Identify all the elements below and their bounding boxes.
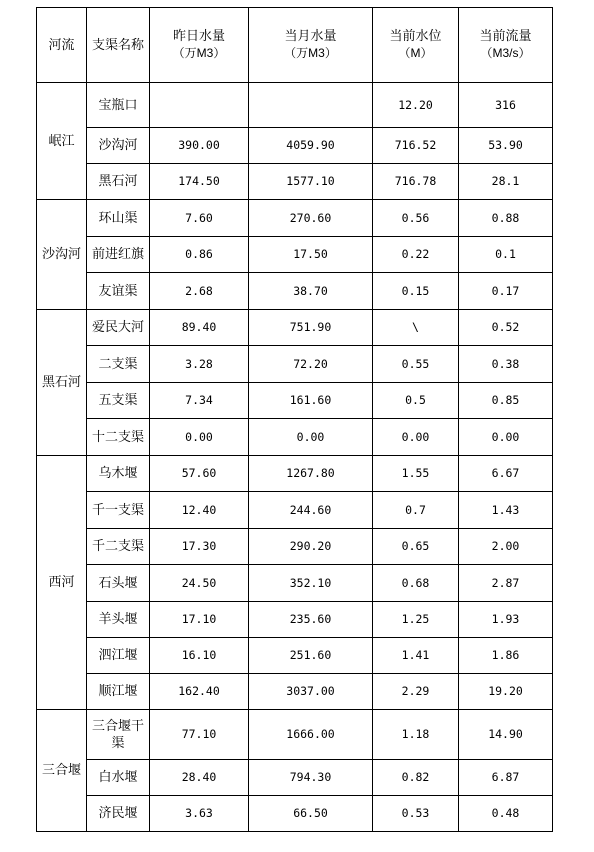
table-row (37, 638, 553, 674)
water-level-cell: 1.25 (373, 602, 459, 638)
water-level-cell: 0.53 (373, 796, 459, 832)
month-volume-cell: 352.10 (249, 565, 373, 602)
branch-name-cell: 三合堰干渠 (87, 710, 150, 760)
water-level-cell: 716.78 (373, 164, 459, 200)
month-volume-cell: 3037.00 (249, 674, 373, 710)
yesterday-volume-cell: 89.40 (150, 310, 249, 346)
yesterday-volume-cell: 77.10 (150, 710, 249, 760)
table-row (37, 383, 553, 419)
flow-rate-cell: 0.48 (459, 796, 553, 832)
yesterday-volume-cell: 57.60 (150, 456, 249, 492)
month-volume-cell: 244.60 (249, 492, 373, 529)
yesterday-volume-cell: 0.00 (150, 419, 249, 456)
col-header-branch-name: 支渠名称 (87, 8, 150, 83)
header-row (37, 8, 553, 83)
branch-name-cell: 十二支渠 (87, 419, 150, 456)
flow-rate-cell: 0.88 (459, 200, 553, 237)
table-body (37, 83, 553, 832)
branch-name-cell: 白水堰 (87, 760, 150, 796)
water-level-cell: 0.82 (373, 760, 459, 796)
water-level-cell: 0.55 (373, 346, 459, 383)
yesterday-volume-cell: 17.10 (150, 602, 249, 638)
table-row (37, 346, 553, 383)
flow-rate-cell: 0.17 (459, 273, 553, 310)
table-row (37, 796, 553, 832)
yesterday-volume-cell (150, 83, 249, 128)
col-header-month-volume: 当月水量 （万M3） (249, 8, 373, 83)
month-volume-cell: 4059.90 (249, 128, 373, 164)
month-volume-cell: 235.60 (249, 602, 373, 638)
flow-rate-cell: 316 (459, 83, 553, 128)
yesterday-volume-cell: 2.68 (150, 273, 249, 310)
branch-name-cell: 二支渠 (87, 346, 150, 383)
water-level-cell: \ (373, 310, 459, 346)
table-row (37, 419, 553, 456)
yesterday-volume-cell: 3.28 (150, 346, 249, 383)
water-level-cell: 0.22 (373, 237, 459, 273)
flow-rate-cell: 1.93 (459, 602, 553, 638)
month-volume-cell: 794.30 (249, 760, 373, 796)
branch-name-cell: 沙沟河 (87, 128, 150, 164)
branch-name-cell: 顺江堰 (87, 674, 150, 710)
flow-rate-cell: 14.90 (459, 710, 553, 760)
flow-rate-cell: 1.86 (459, 638, 553, 674)
branch-name-cell: 黑石河 (87, 164, 150, 200)
water-level-cell: 2.29 (373, 674, 459, 710)
river-group-cell: 西河 (37, 456, 87, 710)
table-row (37, 456, 553, 492)
table-row (37, 529, 553, 565)
table-row (37, 565, 553, 602)
table-row (37, 310, 553, 346)
water-level-cell: 0.65 (373, 529, 459, 565)
month-volume-cell: 251.60 (249, 638, 373, 674)
yesterday-volume-cell: 0.86 (150, 237, 249, 273)
river-group-cell: 岷江 (37, 83, 87, 200)
branch-name-cell: 爱民大河 (87, 310, 150, 346)
water-level-cell: 0.68 (373, 565, 459, 602)
col-header-flow-rate: 当前流量 （M3/s） (459, 8, 553, 83)
flow-rate-cell: 0.38 (459, 346, 553, 383)
yesterday-volume-cell: 7.34 (150, 383, 249, 419)
month-volume-cell: 0.00 (249, 419, 373, 456)
branch-name-cell: 石头堰 (87, 565, 150, 602)
yesterday-volume-cell: 390.00 (150, 128, 249, 164)
table-row (37, 164, 553, 200)
month-volume-cell: 1267.80 (249, 456, 373, 492)
water-level-cell: 1.41 (373, 638, 459, 674)
flow-rate-cell: 0.52 (459, 310, 553, 346)
river-group-cell: 黑石河 (37, 310, 87, 456)
water-table (36, 7, 553, 832)
yesterday-volume-cell: 174.50 (150, 164, 249, 200)
flow-rate-cell: 6.67 (459, 456, 553, 492)
water-level-cell: 0.5 (373, 383, 459, 419)
table-row (37, 602, 553, 638)
month-volume-cell (249, 83, 373, 128)
month-volume-cell: 270.60 (249, 200, 373, 237)
branch-name-cell: 环山渠 (87, 200, 150, 237)
month-volume-cell: 66.50 (249, 796, 373, 832)
branch-name-cell: 友谊渠 (87, 273, 150, 310)
water-level-cell: 0.00 (373, 419, 459, 456)
yesterday-volume-cell: 24.50 (150, 565, 249, 602)
month-volume-cell: 17.50 (249, 237, 373, 273)
table-row (37, 128, 553, 164)
branch-name-cell: 济民堰 (87, 796, 150, 832)
flow-rate-cell: 53.90 (459, 128, 553, 164)
water-level-cell: 0.15 (373, 273, 459, 310)
water-level-cell: 0.7 (373, 492, 459, 529)
table-row (37, 760, 553, 796)
table-row (37, 273, 553, 310)
flow-rate-cell: 2.00 (459, 529, 553, 565)
branch-name-cell: 乌木堰 (87, 456, 150, 492)
river-group-cell: 三合堰 (37, 710, 87, 832)
flow-rate-cell: 0.85 (459, 383, 553, 419)
flow-rate-cell: 19.20 (459, 674, 553, 710)
month-volume-cell: 72.20 (249, 346, 373, 383)
flow-rate-cell: 6.87 (459, 760, 553, 796)
water-level-cell: 1.55 (373, 456, 459, 492)
yesterday-volume-cell: 3.63 (150, 796, 249, 832)
water-level-cell: 1.18 (373, 710, 459, 760)
water-level-cell: 716.52 (373, 128, 459, 164)
table-row (37, 200, 553, 237)
month-volume-cell: 1577.10 (249, 164, 373, 200)
col-header-river: 河流 (37, 8, 87, 83)
flow-rate-cell: 28.1 (459, 164, 553, 200)
table-row (37, 83, 553, 128)
month-volume-cell: 1666.00 (249, 710, 373, 760)
river-group-cell: 沙沟河 (37, 200, 87, 310)
branch-name-cell: 宝瓶口 (87, 83, 150, 128)
yesterday-volume-cell: 7.60 (150, 200, 249, 237)
branch-name-cell: 千一支渠 (87, 492, 150, 529)
branch-name-cell: 五支渠 (87, 383, 150, 419)
flow-rate-cell: 2.87 (459, 565, 553, 602)
flow-rate-cell: 1.43 (459, 492, 553, 529)
flow-rate-cell: 0.1 (459, 237, 553, 273)
yesterday-volume-cell: 12.40 (150, 492, 249, 529)
branch-name-cell: 羊头堰 (87, 602, 150, 638)
month-volume-cell: 751.90 (249, 310, 373, 346)
flow-rate-cell: 0.00 (459, 419, 553, 456)
water-level-cell: 0.56 (373, 200, 459, 237)
col-header-water-level: 当前水位 （M） (373, 8, 459, 83)
month-volume-cell: 161.60 (249, 383, 373, 419)
branch-name-cell: 泗江堰 (87, 638, 150, 674)
month-volume-cell: 290.20 (249, 529, 373, 565)
table-row (37, 674, 553, 710)
table-row (37, 492, 553, 529)
month-volume-cell: 38.70 (249, 273, 373, 310)
table-row (37, 710, 553, 760)
branch-name-cell: 千二支渠 (87, 529, 150, 565)
table-row (37, 237, 553, 273)
table-header (37, 8, 553, 83)
yesterday-volume-cell: 28.40 (150, 760, 249, 796)
yesterday-volume-cell: 16.10 (150, 638, 249, 674)
yesterday-volume-cell: 162.40 (150, 674, 249, 710)
col-header-yesterday-volume: 昨日水量 （万M3） (150, 8, 249, 83)
yesterday-volume-cell: 17.30 (150, 529, 249, 565)
branch-name-cell: 前进红旗 (87, 237, 150, 273)
water-level-cell: 12.20 (373, 83, 459, 128)
